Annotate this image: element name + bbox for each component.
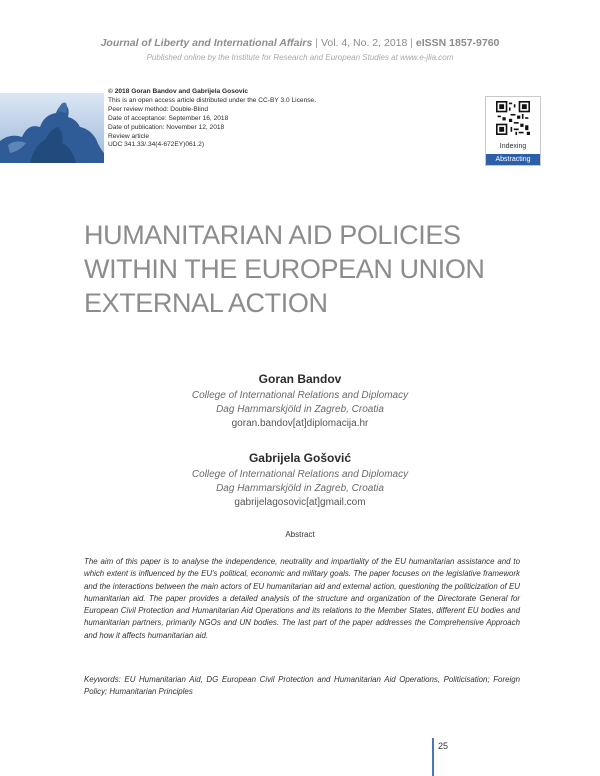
author-block: [0, 451, 600, 510]
udc-line: UDC 341.33/.34(4-672EY)061.2): [108, 141, 205, 149]
publication-date: Date of publication: November 12, 2018: [108, 123, 225, 131]
page-number-rule: [432, 738, 434, 776]
title-line: HUMANITARIAN AID POLICIES: [84, 220, 461, 250]
journal-issn: eISSN 1857-9760: [415, 37, 500, 49]
author-affiliation-city: Dag Hammarskjöld in Zagreb, Croatia: [216, 404, 384, 415]
author-affiliation: College of International Relations and Diplomacy: [191, 469, 409, 480]
article-type: Review article: [108, 132, 150, 140]
author-email[interactable]: gabrijelagosovic[at]gmail.com: [234, 497, 366, 508]
journal-header: Journal of Liberty and International Affairs | Vol. 4, No. 2, 2018 | eISSN 1857-9760: [100, 37, 500, 49]
published-by-line: Published online by the Institute for Research and European Studies at www.e-jlia.com: [146, 53, 454, 62]
indexing-label: Indexing: [499, 143, 527, 150]
acceptance-date: Date of acceptance: September 16, 2018: [108, 114, 229, 122]
author-affiliation-city: Dag Hammarskjöld in Zagreb, Croatia: [216, 483, 384, 494]
author-affiliation: College of International Relations and Diplomacy: [191, 390, 409, 401]
copyright-line: © 2018 Goran Bandov and Gabrijela Gosovic: [108, 88, 249, 95]
author-name: Gabrijela Gošović: [248, 451, 352, 465]
author-name: Goran Bandov: [258, 372, 342, 386]
title-line: EXTERNAL ACTION: [84, 288, 328, 318]
title-line: WITHIN THE EUROPEAN UNION: [84, 254, 485, 284]
statue-logo-image: [0, 93, 104, 163]
article-metadata: [108, 88, 316, 150]
journal-name: Journal of Liberty and International Affairs: [100, 37, 313, 49]
indexing-badge[interactable]: [485, 96, 541, 166]
abstract-text: The aim of this paper is to analyse the independence, neutrality and impartiality of the EU humanitarian assistance and to which extent is influenced by the EU's political, economic and military goals. The paper focuses on the legislative framework and the interactions between the main actors of EU humanitarian aid and external action, questioning the politicization of EU humanitarian aid. The paper provides a detailed analysis of the structure and organization of the Directorate General for European Civil Protection and Humanitarian Aid Operations and its relations to the Member States, different EU bodies and humanitarian partners, primarily NGOs and UN bodies. The last part of the paper addresses the Comprehensive Approach and how it affects humanitarian aid.: [84, 557, 520, 640]
author-block: [0, 372, 600, 431]
journal-volume: Vol. 4, No. 2, 2018: [320, 37, 408, 49]
license-line: This is an open access article distributed under the CC-BY 3.0 License.: [108, 96, 317, 104]
abstract-heading: Abstract: [285, 530, 315, 539]
page-number: 25: [438, 741, 449, 751]
author-email[interactable]: goran.bandov[at]diplomacija.hr: [231, 418, 369, 429]
qr-code-icon: [496, 101, 530, 135]
abstracting-label: Abstracting: [486, 154, 540, 165]
keywords-text: Keywords: EU Humanitarian Aid, DG European Civil Protection and Humanitarian Aid Operations, Politicisation; Foreign Policy; Humanitarian Principles: [84, 675, 520, 697]
peer-review-line: Peer review method: Double-Blind: [108, 105, 209, 113]
paper-title: [84, 218, 524, 320]
